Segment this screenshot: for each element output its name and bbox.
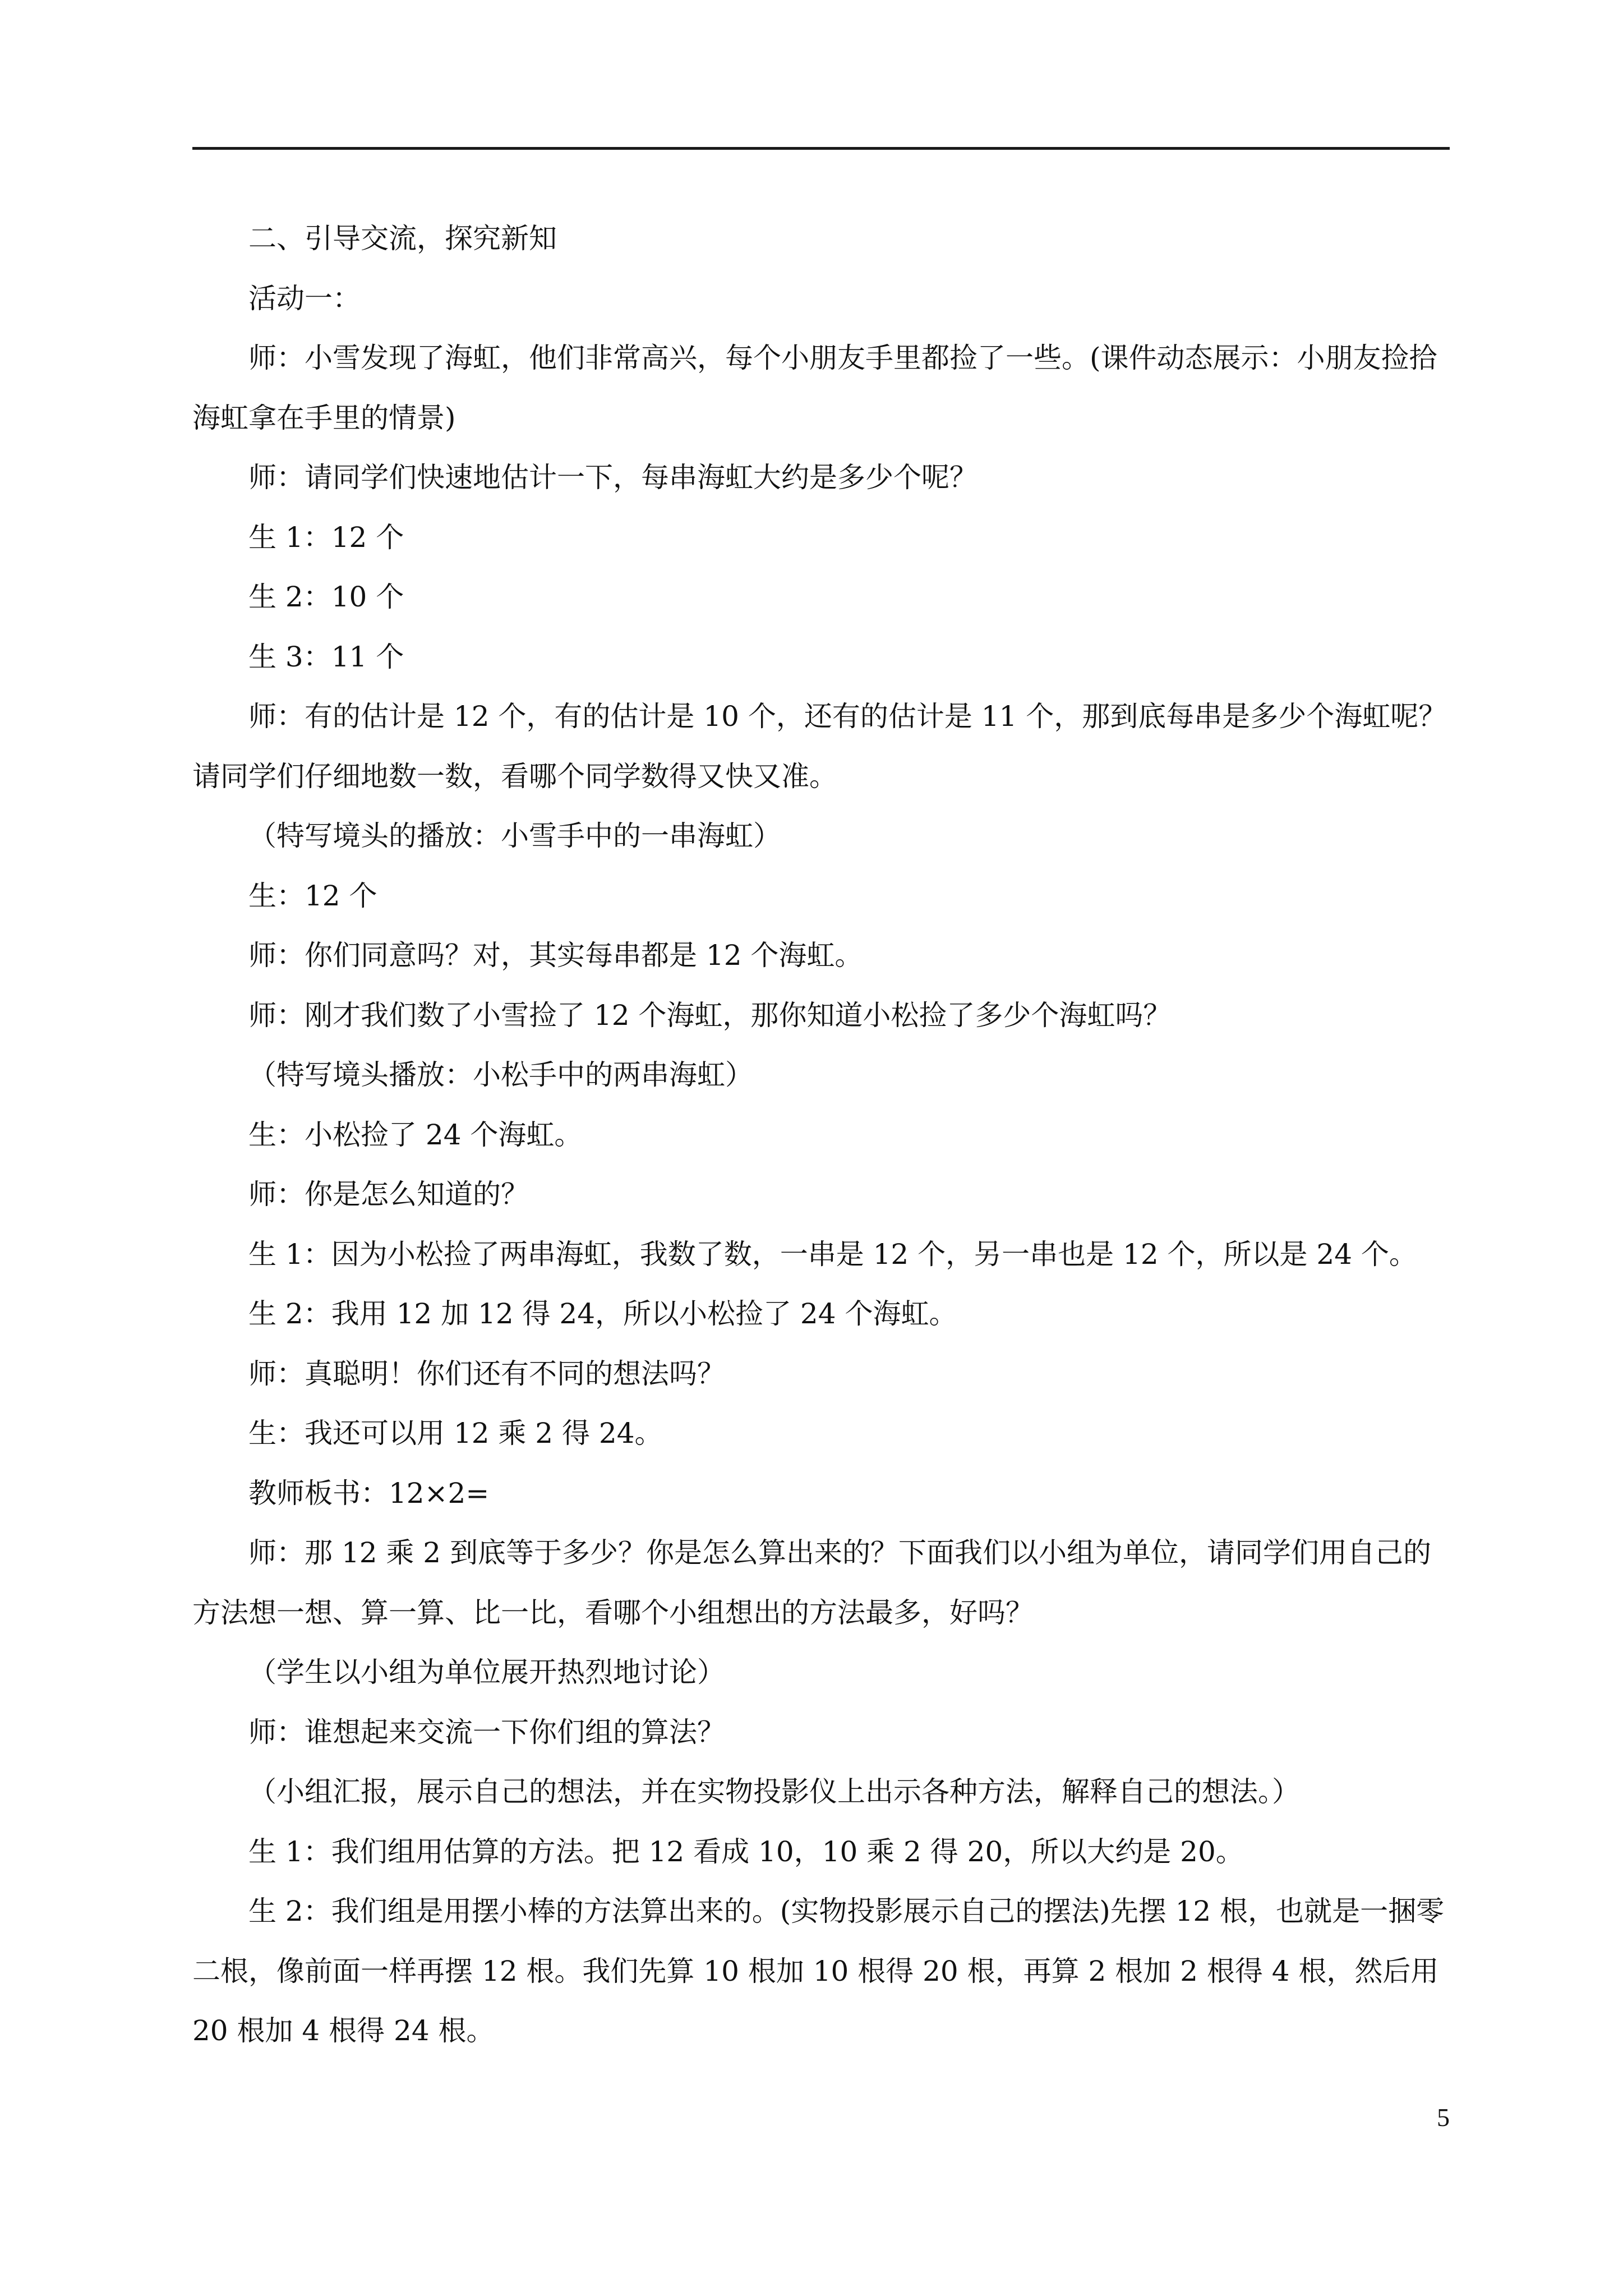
paragraph: 生：小松捡了 24 个海虹。	[248, 1118, 583, 1151]
paragraph: 生 2：我们组是用摆小棒的方法算出来的。(实物投影展示自己的摆法)先摆 12 根，也就是一捆零二根，像前面一样再摆 12 根。我们先算 10 根加 10 根得 20 根，再算 2 根加 2 根得 4 根，然后用 20 根加 4 根得 24 根。	[192, 1895, 1445, 2047]
header-rule	[192, 147, 1450, 150]
paragraph: 教师板书：12×2=	[248, 1476, 490, 1510]
page-number: 5	[1437, 2103, 1450, 2132]
paragraph: （学生以小组为单位展开热烈地讨论）	[248, 1656, 725, 1688]
activity-label: 活动一：	[248, 282, 361, 315]
paragraph: 生 3：11 个	[248, 640, 404, 673]
paragraph: 师：你们同意吗？对，其实每串都是 12 个海虹。	[248, 939, 863, 972]
paragraph: 生 2：我用 12 加 12 得 24，所以小松捡了 24 个海虹。	[248, 1297, 957, 1330]
paragraph: 师：小雪发现了海虹，他们非常高兴，每个小朋友手里都捡了一些。(课件动态展示：小朋友捡拾海虹拿在手里的情景)	[192, 342, 1437, 434]
paragraph: 生 1：因为小松捡了两串海虹，我数了数，一串是 12 个，另一串也是 12 个，所以是 24 个。	[248, 1237, 1417, 1271]
section-heading: 二、引导交流，探究新知	[248, 222, 557, 255]
paragraph: 生：我还可以用 12 乘 2 得 24。	[248, 1417, 663, 1450]
paragraph: 生 2：10 个	[248, 581, 404, 613]
paragraph: （特写境头的播放：小雪手中的一串海虹）	[248, 820, 781, 852]
paragraph: 生 1：我们组用估算的方法。把 12 看成 10，10 乘 2 得 20，所以大约是 20。	[248, 1835, 1244, 1868]
paragraph: 师：刚才我们数了小雪捡了 12 个海虹，那你知道小松捡了多少个海虹吗？	[248, 999, 1172, 1032]
paragraph: 师：有的估计是 12 个，有的估计是 10 个，还有的估计是 11 个，那到底每串是多少个海虹呢？请同学们仔细地数一数，看哪个同学数得又快又准。	[192, 700, 1447, 793]
paragraph: 师：你是怎么知道的？	[248, 1178, 529, 1211]
paragraph: 生：12 个	[248, 879, 377, 912]
document-body	[192, 209, 1450, 2061]
paragraph: 师：请同学们快速地估计一下，每串海虹大约是多少个呢？	[248, 461, 978, 494]
paragraph: 师：那 12 乘 2 到底等于多少？你是怎么算出来的？下面我们以小组为单位，请同学们用自己的方法想一想、算一算、比一比，看哪个小组想出的方法最多，好吗？	[192, 1536, 1432, 1629]
paragraph: 生 1：12 个	[248, 521, 404, 554]
paragraph: （小组汇报，展示自己的想法，并在实物投影仪上出示各种方法，解释自己的想法。）	[248, 1775, 1300, 1808]
paragraph: 师：谁想起来交流一下你们组的算法？	[248, 1715, 725, 1749]
paragraph: 师：真聪明！你们还有不同的想法吗？	[248, 1357, 725, 1390]
paragraph: （特写境头播放：小松手中的两串海虹）	[248, 1059, 753, 1091]
